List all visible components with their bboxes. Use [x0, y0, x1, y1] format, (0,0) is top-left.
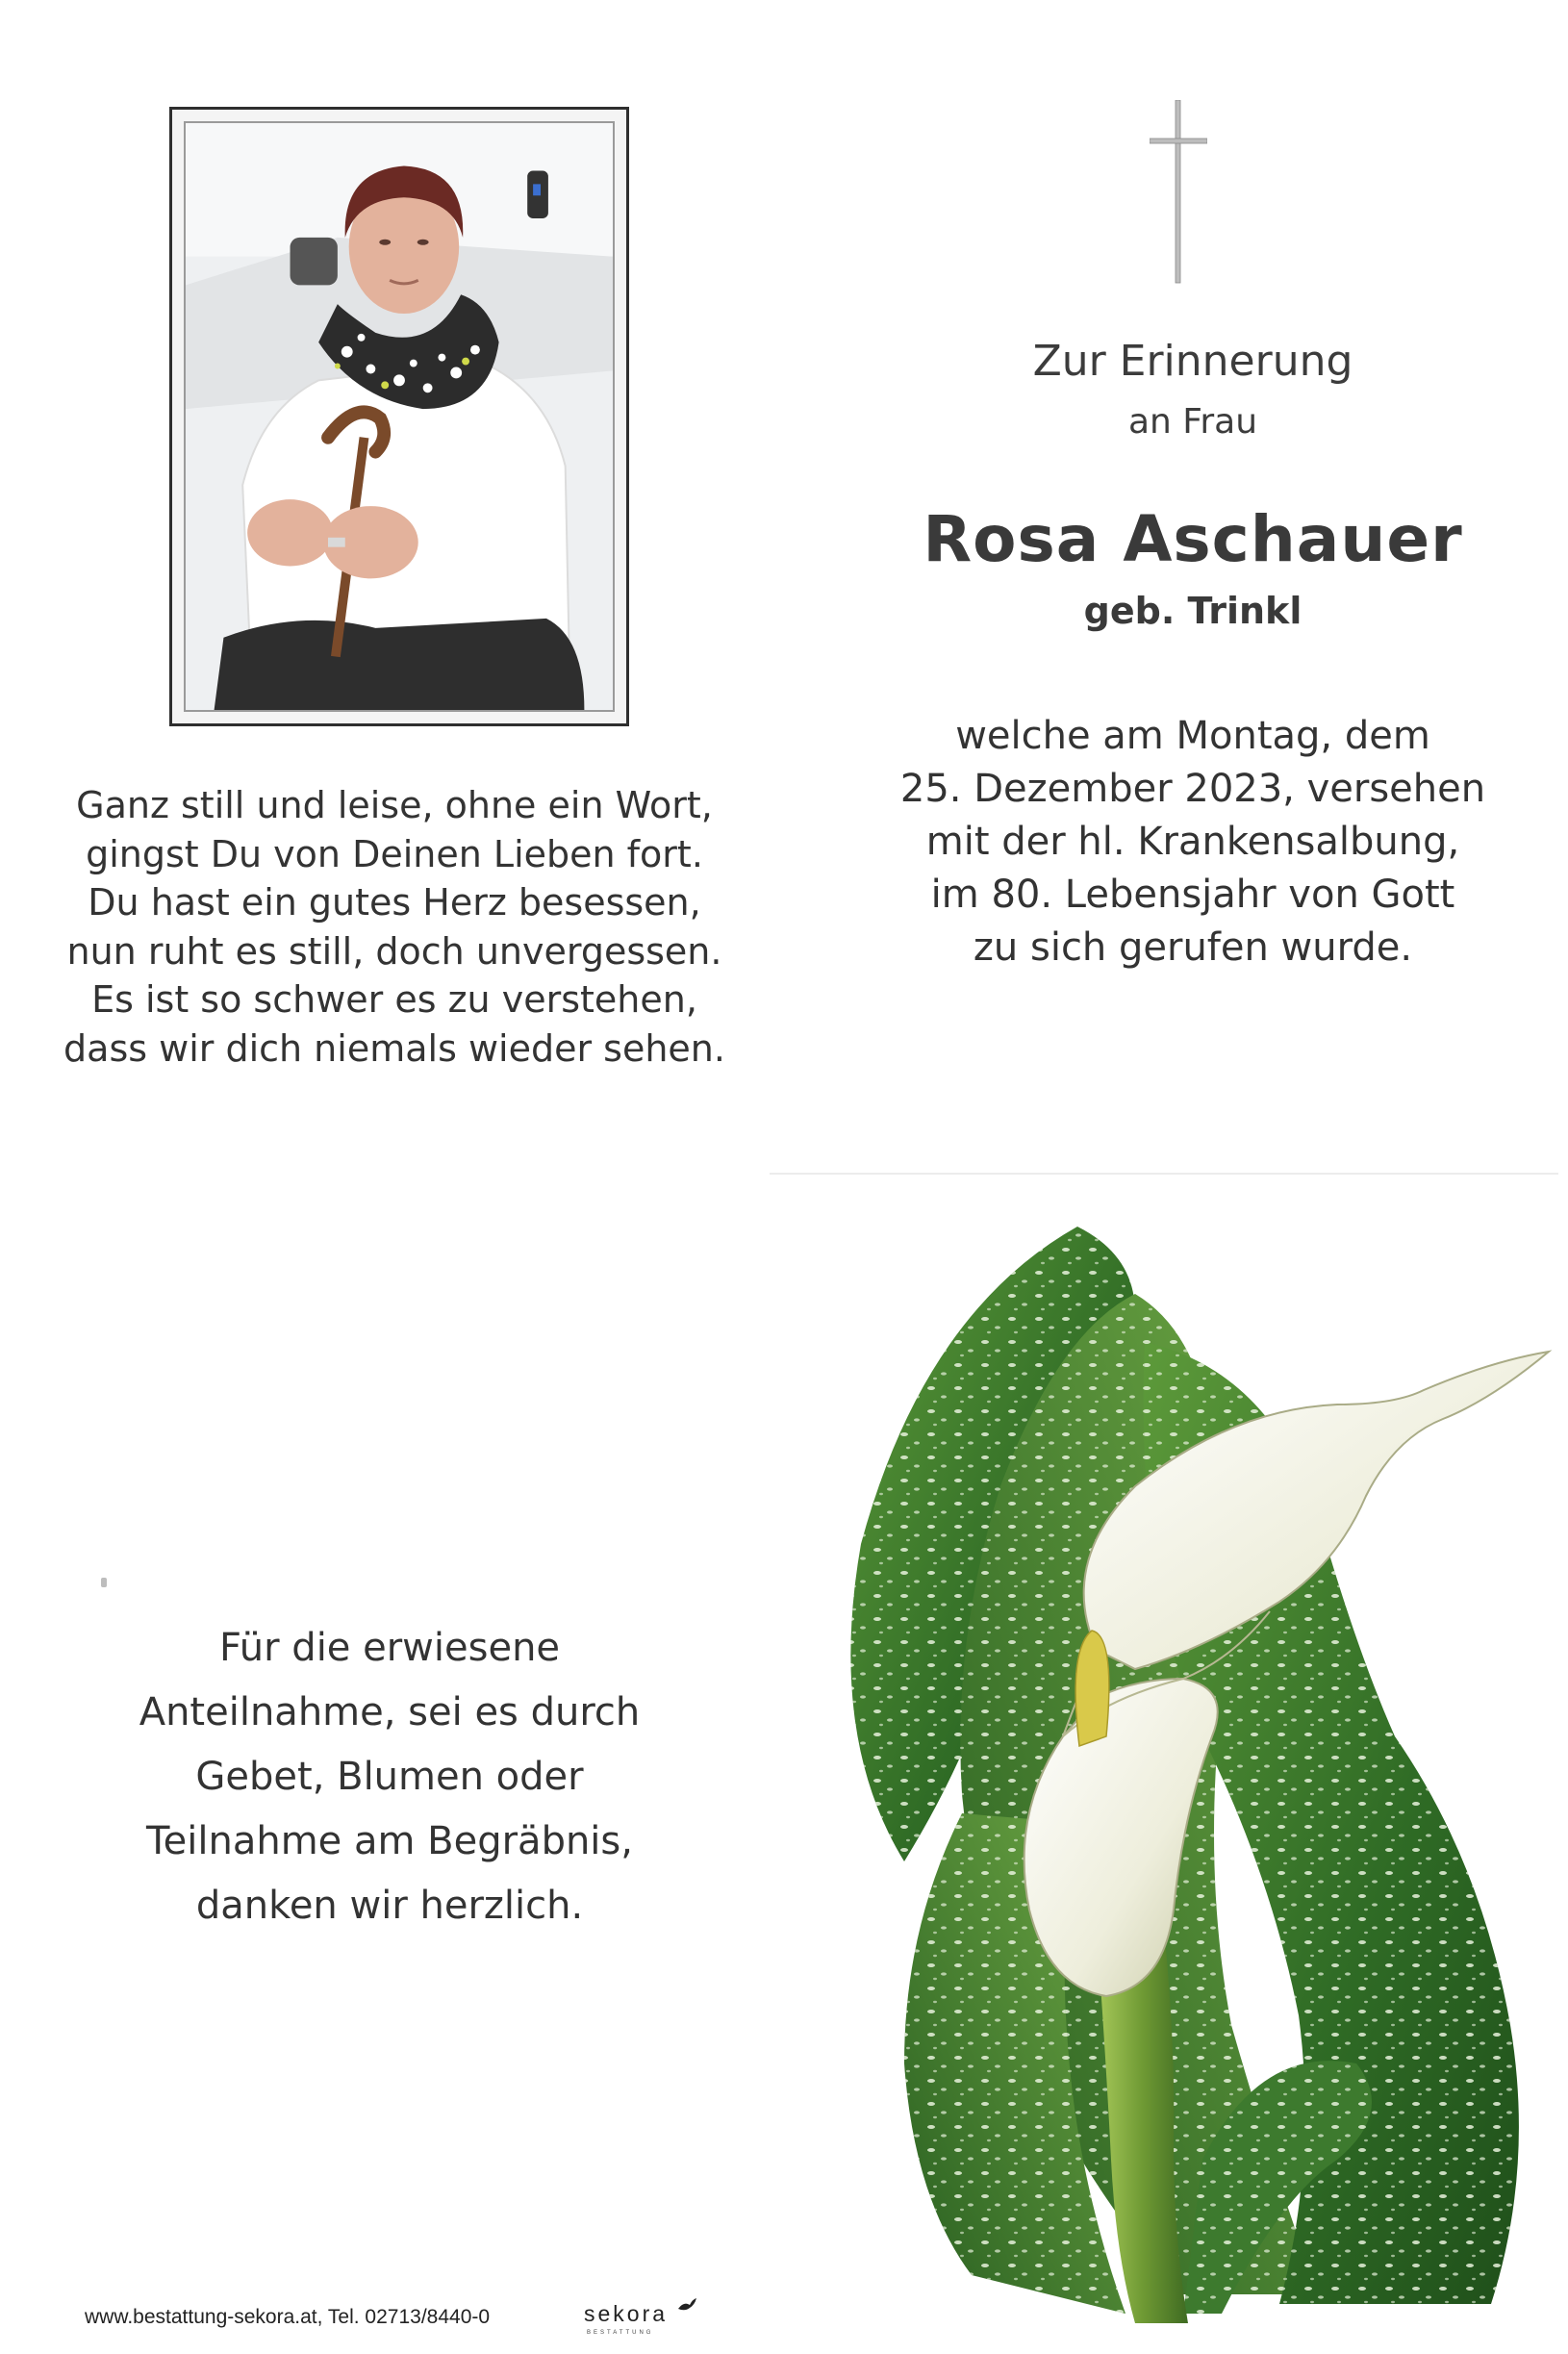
poem-line: Du hast ein gutes Herz besessen, [88, 881, 701, 924]
fold-divider [770, 1173, 1558, 1175]
birth-name: geb. Trinkl [1083, 590, 1302, 632]
brand-subtitle: BESTATTUNG [587, 2330, 654, 2336]
thanks-message [77, 1616, 702, 1938]
thanks-line: danken wir herzlich. [195, 1884, 584, 1928]
thanks-line: Für die erwiesene [218, 1626, 561, 1670]
poem-line: Es ist so schwer es zu verstehen, [91, 978, 697, 1021]
salutation: an Frau [1127, 402, 1258, 442]
portrait-illustration [186, 123, 613, 710]
death-notice-line: zu sich gerufen wurde. [973, 925, 1413, 970]
death-notice-line: im 80. Lebensjahr von Gott [930, 873, 1455, 917]
calla-lily-illustration [818, 1198, 1568, 2338]
deceased-name: Rosa Aschauer [923, 502, 1463, 576]
paper-speck [101, 1578, 107, 1587]
thanks-line: Teilnahme am Begräbnis, [146, 1819, 633, 1863]
poem-line: dass wir dich niemals wieder sehen. [63, 1026, 725, 1070]
brand-name: sekora [584, 2301, 669, 2326]
remembrance-heading: Zur Erinnerung [1032, 337, 1353, 386]
brand-logo [584, 2297, 699, 2341]
poem-line: gingst Du von Deinen Lieben fort. [86, 832, 703, 875]
thanks-line: Anteilnahme, sei es durch [139, 1690, 641, 1734]
poem-line: nun ruht es still, doch unvergessen. [66, 929, 722, 973]
thanks-line: Gebet, Blumen oder [195, 1755, 584, 1799]
death-notice [866, 710, 1520, 975]
dove-icon [676, 2297, 697, 2315]
death-notice-line: welche am Montag, dem [955, 714, 1430, 758]
portrait-frame [169, 107, 629, 726]
memorial-poem [58, 781, 731, 1073]
footer-contact: www.bestattung-sekora.at, Tel. 02713/8440-0 [85, 2306, 491, 2328]
poem-line: Ganz still und leise, ohne ein Wort, [76, 784, 713, 826]
death-notice-line: 25. Dezember 2023, versehen [899, 767, 1486, 811]
portrait-photo [184, 121, 615, 712]
death-notice-line: mit der hl. Krankensalbung, [925, 820, 1460, 864]
cross-icon [1150, 100, 1207, 292]
